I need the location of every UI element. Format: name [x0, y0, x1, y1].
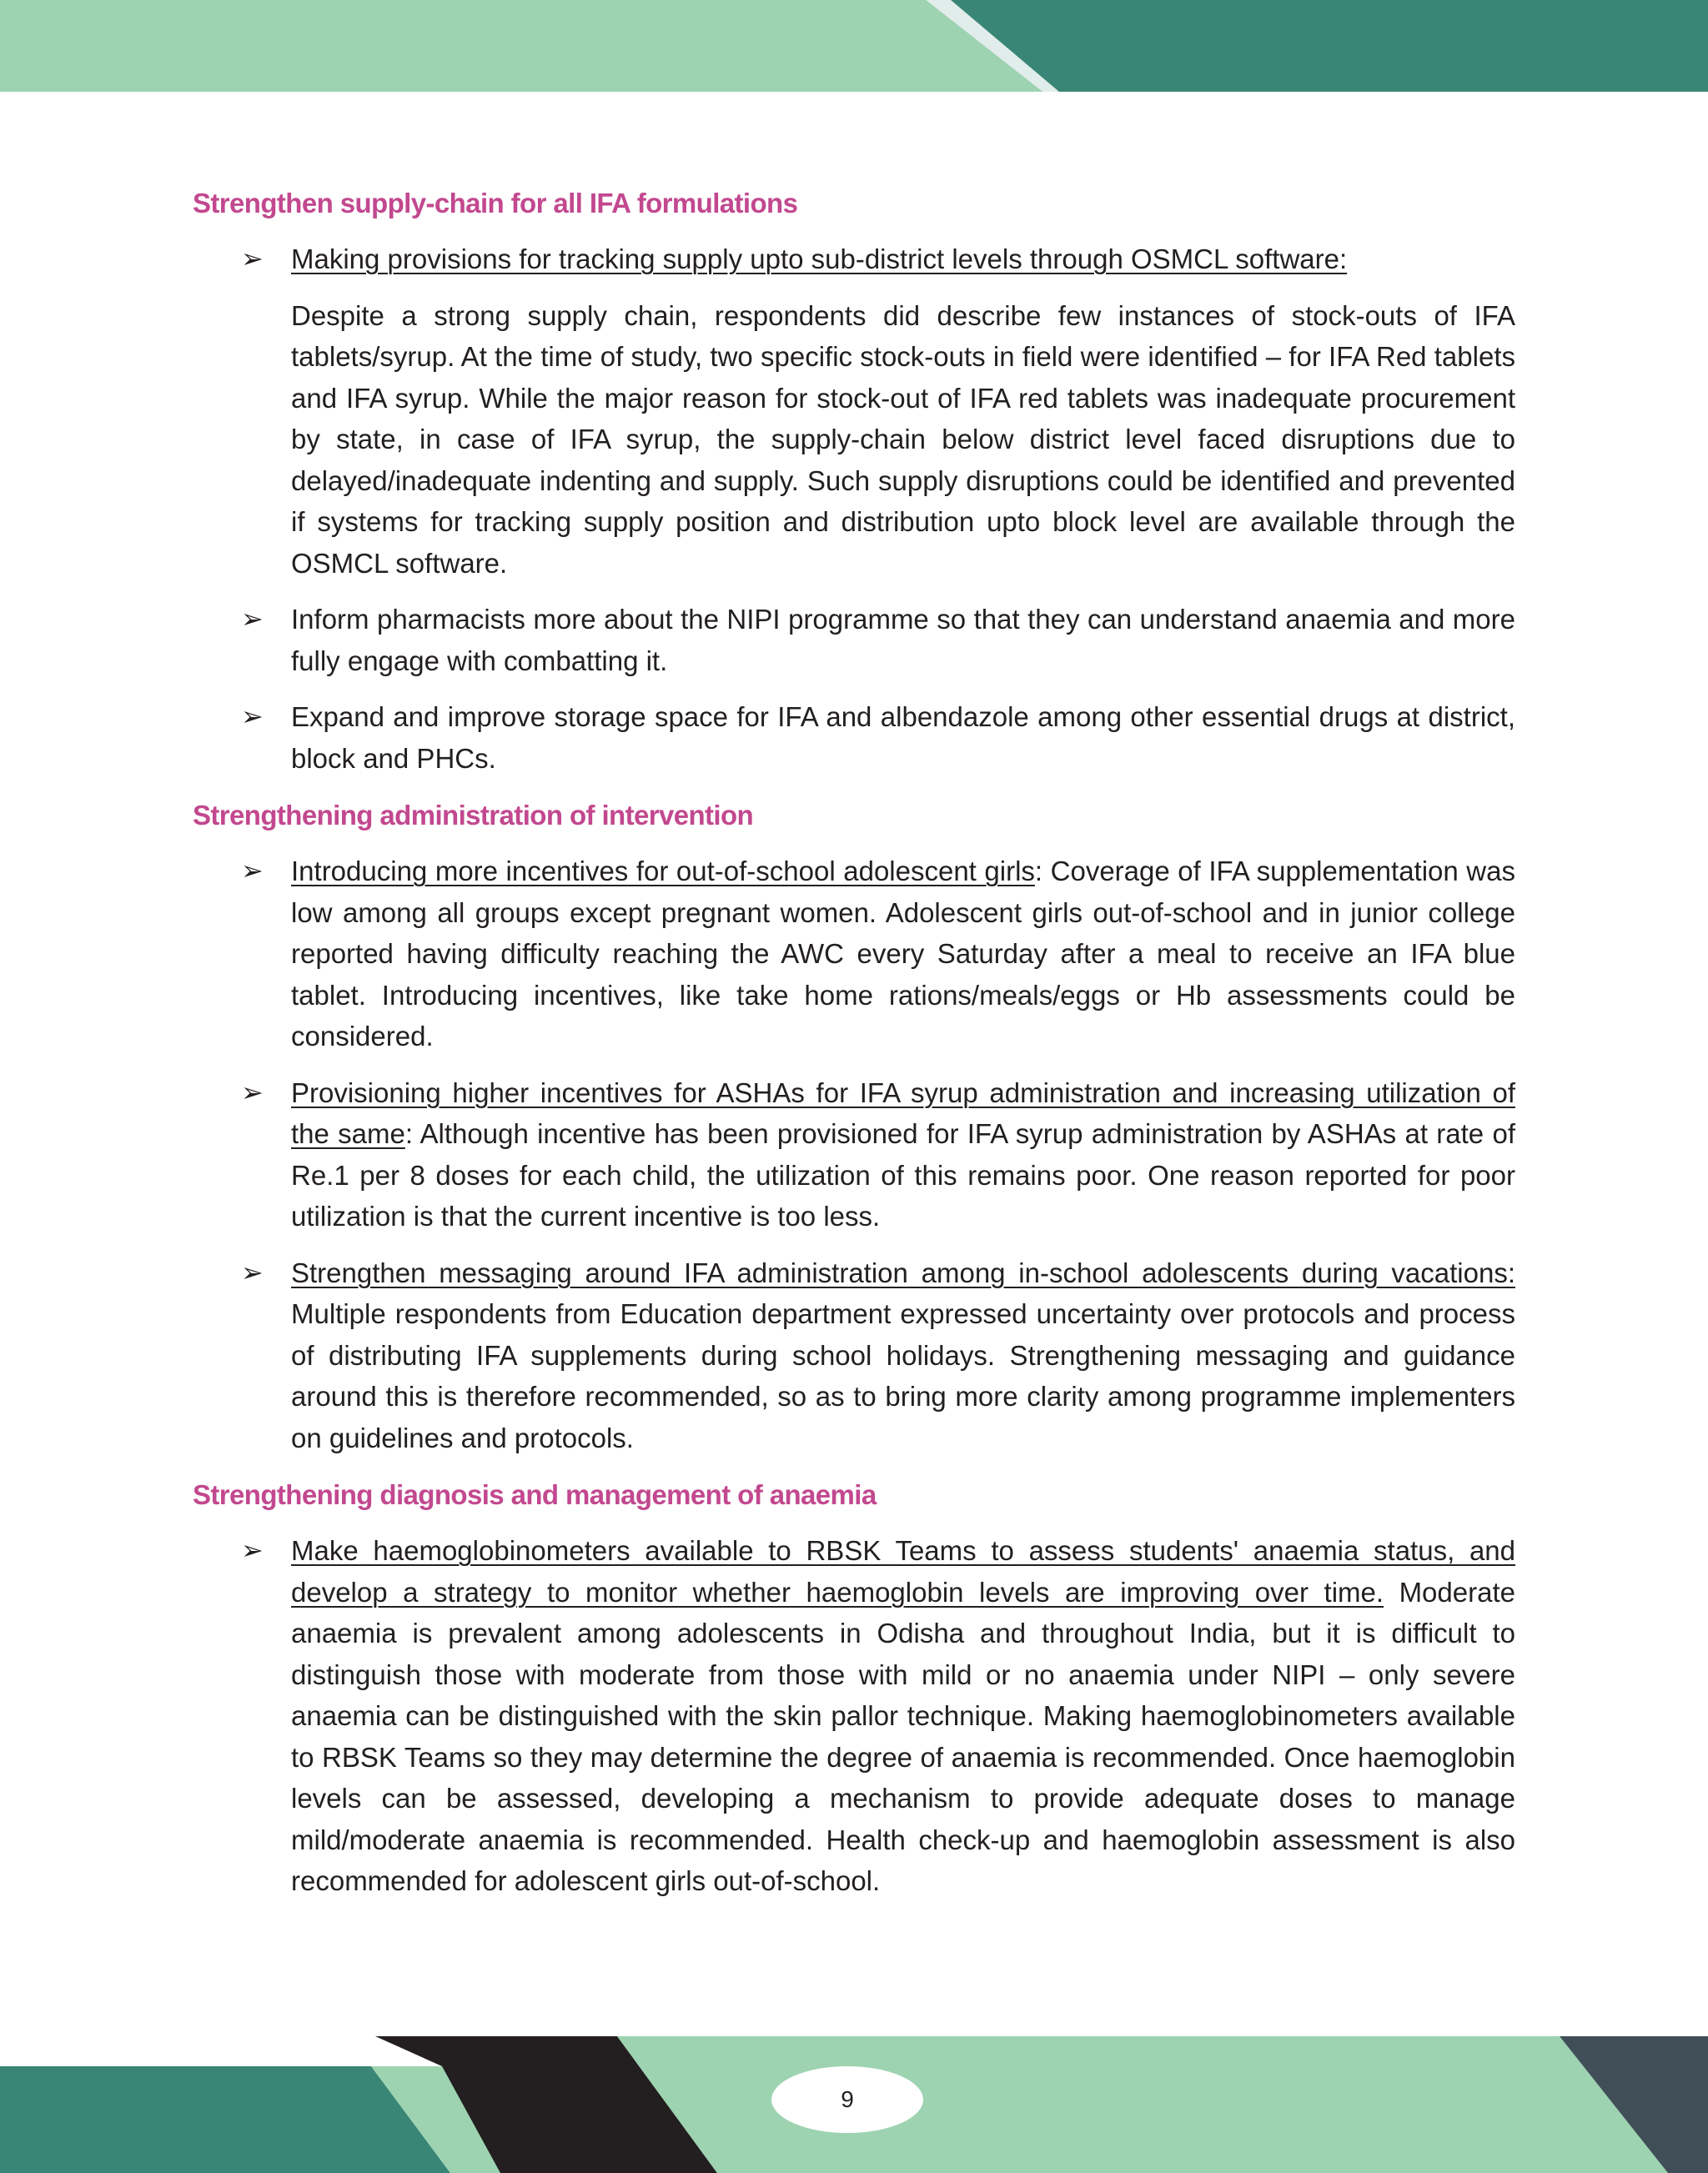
- bullet-list: [193, 851, 1515, 1458]
- bullet-list: [193, 238, 1515, 779]
- section-heading: Strengthen supply-chain for all IFA formulations: [193, 188, 798, 218]
- bullet-item: [193, 1530, 1515, 1902]
- underlined-lead-text: Make haemoglobinometers available to RBSK Teams to assess students' anaemia status, and develop a strategy to monitor whether haemoglobin levels are improving over time.: [291, 1535, 1515, 1608]
- bullet-item: [193, 696, 1515, 779]
- arrow-bullet-icon: ➢: [241, 1257, 264, 1287]
- arrow-bullet-icon: ➢: [241, 604, 264, 634]
- bullet-list: [193, 1530, 1515, 1902]
- bullet-body: [291, 238, 1515, 584]
- arrow-bullet-icon: ➢: [241, 1076, 264, 1107]
- bullet-body: [291, 599, 1515, 681]
- bullet-paragraph: Despite a strong supply chain, respondents did describe few instances of stock-outs of IFA tablets/syrup. At the time of study, two specific stock-outs in field were identified – for IFA Red tablets and IFA syrup. While the major reason for stock-out of IFA red tablets was inadequate procurement by state, in case of IFA syrup, the supply-chain below district level faced disruptions due to delayed/inadequate indenting and supply. Such supply disruptions could be identified and prevented if systems for tracking supply position and distribution upto block level are available through the OSMCL software.: [291, 299, 1515, 579]
- underlined-lead-text: Strengthen messaging around IFA administration among in-school adolescents during vacations:: [291, 1257, 1515, 1288]
- top-band-graphic: [0, 0, 1708, 93]
- bullet-body: [291, 1530, 1515, 1902]
- bullet-item: [193, 1252, 1515, 1459]
- bullet-text: : Coverage of IFA supplementation was low among all groups except pregnant women. Adolescent girls out-of-school and in junior college reported having difficulty reaching the AWC every Saturday after a meal to receive an IFA blue tablet. Introducing incentives, like take home rations/meals/eggs or Hb assessments could be considered.: [291, 856, 1515, 1051]
- arrow-bullet-icon: ➢: [241, 856, 264, 886]
- bullet-item: [193, 1072, 1515, 1237]
- bullet-body: [291, 851, 1515, 1057]
- bullet-body: [291, 696, 1515, 779]
- bullet-item: [193, 599, 1515, 681]
- page-number-text: 9: [841, 2086, 854, 2112]
- underlined-lead-text: Provisioning higher incentives for ASHAs for IFA syrup administration and increasing utilization of the same: [291, 1076, 1515, 1149]
- bullet-body: [291, 1252, 1515, 1459]
- top-band-teal: [926, 0, 1708, 92]
- section-heading: Strengthening diagnosis and management of anaemia: [193, 1479, 877, 1510]
- underlined-lead-text: Introducing more incentives for out-of-school adolescent girls: [291, 856, 1035, 886]
- section-heading: Strengthening administration of intervention: [193, 800, 754, 831]
- bullet-text: Multiple respondents from Education department expressed uncertainty over protocols and process of distributing IFA supplements during school holidays. Strengthening messaging and guidance around this is therefore recommended, so as to bring more clarity among programme implementers on guidelines and protocols.: [291, 1298, 1515, 1453]
- page-number: [771, 2066, 923, 2133]
- top-decorative-band: [0, 0, 1708, 93]
- bullet-text: Moderate anaemia is prevalent among adolescents in Odisha and throughout India, but it is difficult to distinguish those with moderate from those with mild or no anaemia under NIPI – only severe anaemia can be distinguished with the skin pallor technique. Making haemoglobinometers available to RBSK Teams so they may determine the degree of anaemia is recommended. Once haemoglobin levels can be assessed, developing a mechanism to provide adequate doses to manage mild/moderate anaemia is recommended. Health check-up and haemoglobin assessment is also recommended for adolescent girls out-of-school.: [291, 1576, 1515, 1896]
- arrow-bullet-icon: ➢: [241, 1535, 264, 1565]
- document-body: [193, 185, 1515, 1920]
- bullet-text: Expand and improve storage space for IFA and albendazole among other essential drugs at district, block and PHCs.: [291, 701, 1515, 774]
- bullet-item: [193, 851, 1515, 1057]
- bottom-band-teal-left: [0, 2066, 450, 2173]
- bullet-text: Inform pharmacists more about the NIPI programme so that they can understand anaemia and more fully engage with combatting it.: [291, 604, 1515, 676]
- bullet-text: : Although incentive has been provisioned for IFA syrup administration by ASHAs at rate of Re.1 per 8 doses for each child, the utilization of this remains poor. One reason reported for poor utilization is that the current incentive is too less.: [291, 1118, 1515, 1232]
- bullet-item: [193, 238, 1515, 584]
- arrow-bullet-icon: ➢: [241, 701, 264, 731]
- underlined-lead-text: Making provisions for tracking supply upto sub-district levels through OSMCL software:: [291, 243, 1348, 274]
- bullet-body: [291, 1072, 1515, 1237]
- arrow-bullet-icon: ➢: [241, 243, 264, 274]
